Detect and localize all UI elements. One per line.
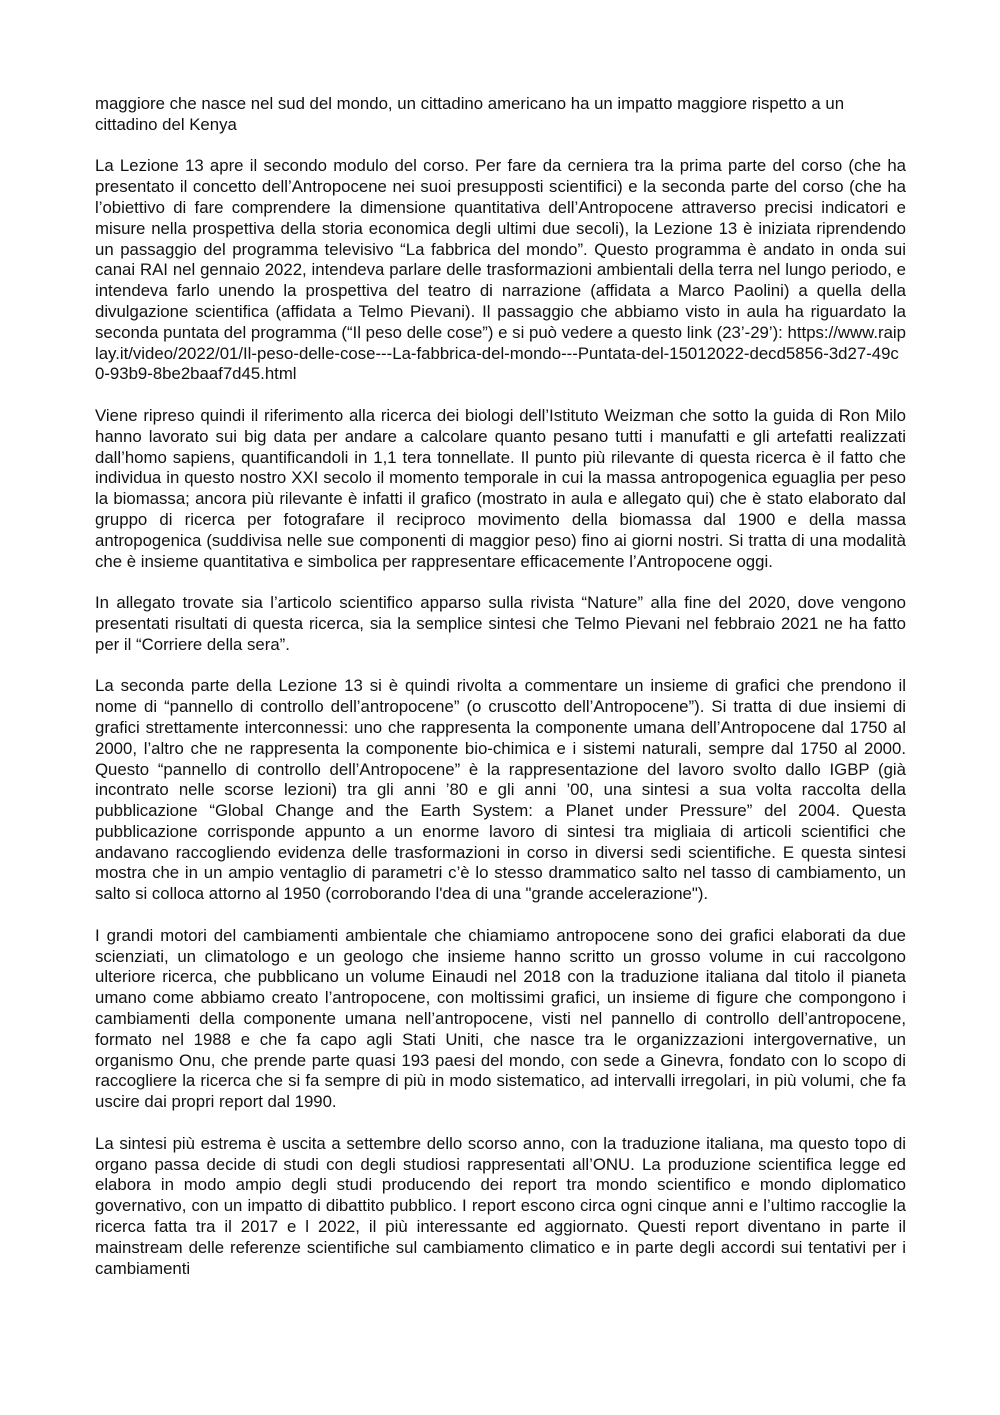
document-page: [95, 94, 906, 1300]
raiplay-link[interactable]: https://www.raiplay.it/video/2022/01/Il-peso-delle-cose---La-fabbrica-del-mondo---Puntata-del-15012022-decd5856-3d27-49c0-93b9-8be2baaf7d45.html: [95, 322, 906, 384]
paragraph-sintesi: La sintesi più estrema è uscita a settembre dello scorso anno, con la traduzione italiana, ma questo topo di organo passa decide di studi con degli studiosi rappresentati all’ONU. La produzione scientifica legge ed elabora in modo ampio degli studi producendo dei report tra mondo scientifico e mondo diplomatico governativo, con un impatto di dibattito pubblico. I report escono circa ogni cinque anni e l’ultimo raccoglie la ricerca fatta tra il 2017 e l 2022, il più interessante ed aggiornato. Questi report diventano in parte il mainstream delle referenze scientifiche sul cambiamento climatico e in parte degli accordi sui tentativi per i cambiamenti: [95, 1133, 906, 1278]
paragraph-weizman: Viene ripreso quindi il riferimento alla ricerca dei biologi dell’Istituto Weizman che sotto la guida di Ron Milo hanno lavorato sui big data per andare a calcolare quanto pesano tutti i manufatti e gli artefatti realizzati dall’homo sapiens, quantificandoli in 1,1 tera tonnellate. Il punto più rilevante di questa ricerca è il fatto che individua in questo nostro XXI secolo il momento temporale in cui la massa antropogenica eguaglia per peso la biomassa; ancora più rilevante è infatti il grafico (mostrato in aula e allegato qui) che è stato elaborato dal gruppo di ricerca per fotografare il reciproco movimento della biomassa dal 1900 e della massa antropogenica (suddivisa nelle sue componenti di maggior peso) fino ai giorni nostri. Si tratta di una modalità che è insieme quantitativa e simbolica per rappresentare efficacemente l’Antropocene oggi.: [95, 405, 906, 571]
paragraph-allegato: In allegato trovate sia l’articolo scientifico apparso sulla rivista “Nature” alla fine del 2020, dove vengono presentati risultati di questa ricerca, sia la semplice sintesi che Telmo Pievani nel febbraio 2021 ne ha fatto per il “Corriere della sera”.: [95, 593, 906, 654]
paragraph-motori: I grandi motori del cambiamenti ambientale che chiamiamo antropocene sono dei grafici elaborati da due scienziati, un climatologo e un geologo che insieme hanno scritto un grosso volume in cui raccolgono ulteriore ricerca, che pubblicano un volume Einaudi nel 2018 con la traduzione italiana dal titolo il pianeta umano come abbiamo creato l’antropocene, con moltissimi grafici, un insieme di figure che compongono i cambiamenti della componente umana nell’antropocene, visti nel pannello di controllo dell’antropocene, formato nel 1988 e che fa capo agli Stati Uniti, che nasce tra le organizzazioni intergovernative, un organismo Onu, che prende parte quasi 193 paesi del mondo, con sede a Ginevra, fondato con lo scopo di raccogliere la ricerca che si fa sempre di più in modo sistematico, ad intervalli irregolari, in più volumi, che fa uscire dai propri report dal 1990.: [95, 925, 906, 1112]
paragraph-intro: maggiore che nasce nel sud del mondo, un cittadino americano ha un impatto maggiore rispetto a un cittadino del Kenya: [95, 94, 845, 134]
paragraph-pannello: La seconda parte della Lezione 13 si è quindi rivolta a commentare un insieme di grafici che prendono il nome di “pannello di controllo dell’antropocene” (o cruscotto dell’Antropocene”). Si tratta di due insiemi di grafici strettamente interconnessi: uno che rappresenta la componente umana dell’Antropocene dal 1750 al 2000, l’altro che ne rappresenta la componente bio-chimica e i sistemi naturali, sempre dal 1750 al 2000. Questo “pannello di controllo dell’Antropocene” è la rappresentazione del lavoro svolto dallo IGBP (già incontrato nelle scorse lezioni) tra gli anni ’80 e gli anni ’00, una sintesi a sua volta raccolta della pubblicazione “Global Change and the Earth System: a Planet under Pressure” del 2004. Questa pubblicazione corrisponde appunto a un enorme lavoro di sintesi tra migliaia di articoli scientifici che andavano raccogliendo evidenza delle trasformazioni in corso in diversi sedi scientifiche. E questa sintesi mostra che in un ampio ventaglio di parametri c’è lo stesso drammatico salto nel tasso di cambiamento, un salto si colloca attorno al 1950 (corroborando l'dea di una "grande accelerazione").: [95, 676, 906, 904]
paragraph-lezione-13: [95, 156, 906, 385]
paragraph-lezione-13-text: La Lezione 13 apre il secondo modulo del corso. Per fare da cerniera tra la prima parte del corso (che ha presentato il concetto dell’Antropocene nei suoi presupposti scientifici) e la seconda parte del corso (che ha l’obiettivo di fare comprendere la dimensione quantitativa dell’Antropocene attraverso precisi indicatori e misure nella prospettiva della storia economica degli ultimi due secoli), la Lezione 13 è iniziata riprendendo un passaggio del programma televisivo “La fabbrica del mondo”. Questo programma è andato in onda sui canai RAI nel gennaio 2022, intendeva parlare delle trasformazioni ambientali della terra nel lungo periodo, e intendeva farlo unendo la prospettiva del teatro di narrazione (affidata a Marco Paolini) a quella della divulgazione scientifica (affidata a Telmo Pievani). Il passaggio che abbiamo visto in aula ha riguardato la seconda puntata del programma (“Il peso delle cose”) e si può vedere a questo link (23’-29’):: [95, 156, 906, 342]
